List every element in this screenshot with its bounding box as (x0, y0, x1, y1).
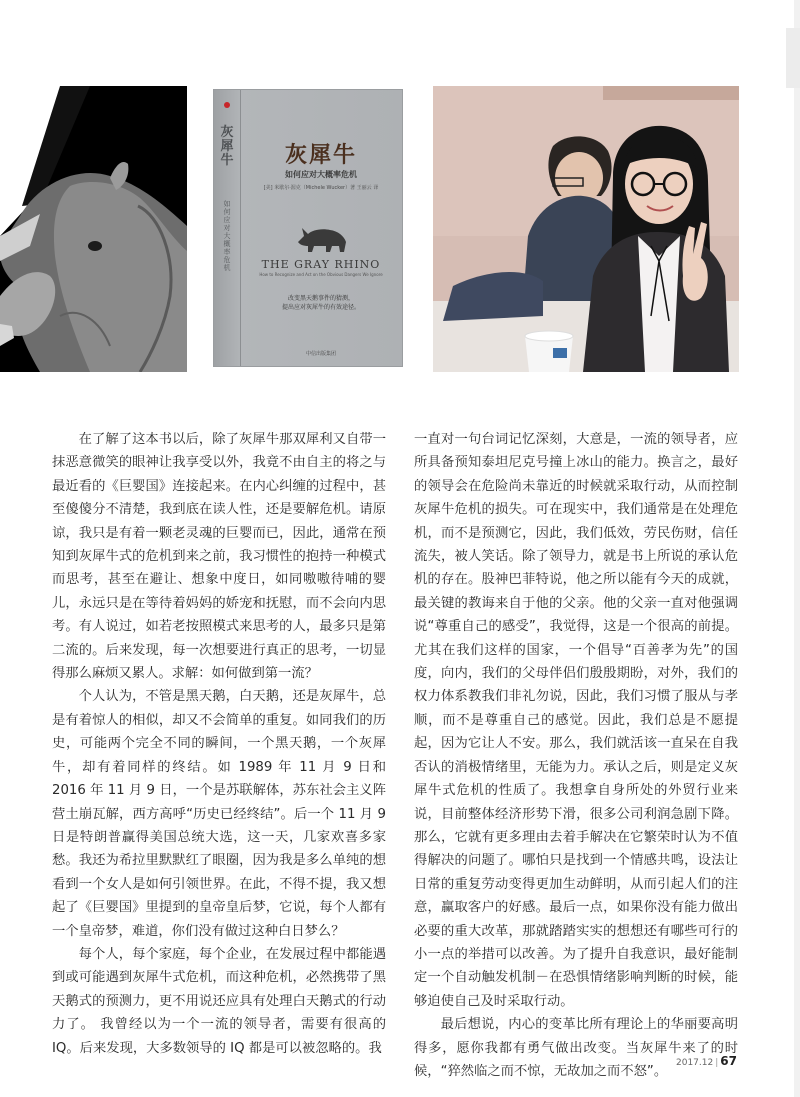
book-blurb-line: 提出应对灰犀牛的有效途径。 (281, 304, 360, 311)
book-cover (214, 90, 402, 366)
footer-separator: | (715, 1058, 719, 1068)
issue-date: 2017.12 (676, 1058, 714, 1068)
article-column-right (414, 428, 738, 1083)
book-spine-subtitle: 如何应对大概率危机 (223, 200, 231, 272)
person-illustration (433, 86, 739, 372)
book-blurb-line: 改变黑天鹅事件的猜测， (287, 295, 354, 302)
book-blurb (240, 294, 402, 312)
page-edge-strip (794, 0, 800, 1097)
article-paragraph: 一直对一句台词记忆深刻，大意是，一流的领导者，应所具备预知泰坦尼克号撞上冰山的能力。换言之，最好的领导会在危险尚未靠近的时候就采取行动，从而控制灰犀牛危机的损失。可在现实中，我们通常是在处理危机，而不是预测它，因此，我们低效，劳民伤财，信任流失，被人笑话。除了领导力，就是书上所说的承认危机的存在。股神巴菲特说，他之所以能有今天的成就，最关键的教诲来自于他的父亲。他的父亲一直对他强调说“尊重自己的感受”，我觉得，这是一个很高的前提。尤其在我们这样的国家，一个倡导“百善孝为先”的国度，向内，我们的父母伴侣们殷殷期盼，对外，我们的权力体系教我们非礼勿说，因此，我们习惯了服从与孝顺，而不是尊重自己的感觉。因此，我们总是不愿提起，因为它让人不安。那么，我们就活该一直呆在自我否认的消极情绪里，无能为力。承认之后，则是定义灰犀牛式危机的性质了。我想拿自身所处的外贸行业来说，目前整体经济形势下滑，很多公司利润急剧下降。那么，它就有更多理由去着手解决在它繁荣时认为不值得解决的问题了。哪怕只是找到一个情感共鸣，设法让日常的重复劳动变得更加生动鲜明，从而引起人们的注意，赢取客户的好感。最后一点，如果你没有能力做出必要的重大改革，那就踏踏实实的想想还有哪些可行的小一点的举措可以改善。为了提升自我意识，最好能制定一个自动触发机制－在恐惧情绪影响判断的时候，能够迫使自己及时采取行动。 (414, 432, 738, 1009)
book-publisher: 中信出版集团 (305, 351, 336, 357)
rhino-illustration (0, 86, 187, 372)
book-subtitle: 如何应对大概率危机 (285, 170, 357, 179)
article-paragraph: 最后想说，内心的变革比所有理论上的华丽要高明得多，愿你我都有勇气做出改变。当灰犀牛来了的时候，“猝然临之而不惊，无故加之而不怒”。 (414, 1017, 738, 1079)
book-english-subtitle: How to Recognize and Act on the Obvious Dangers We Ignore (259, 272, 383, 277)
page-edge-tab (786, 28, 800, 88)
article-paragraph: 每个人，每个家庭，每个企业，在发展过程中都能遇到或可能遇到灰犀牛式危机，而这种危机，必然携带了黑天鹅式的预测力，更不用说还应具有处理白天鹅式的行动力了。 我曾经以为一个一流的领导者，需要有很高的 IQ。后来发现，大多数领导的 IQ 都是可以被忽略的。我 (52, 946, 386, 1056)
book-spine-title: 灰犀牛 (220, 125, 234, 168)
publisher-logo-icon (224, 102, 230, 108)
rhino-photo (0, 86, 187, 372)
page-footer (676, 1054, 737, 1068)
page-number: 67 (720, 1054, 737, 1068)
book-cover-photo (196, 86, 418, 372)
book-title: 灰犀牛 (284, 142, 357, 168)
rhino-silhouette-icon (296, 222, 348, 254)
book-spine (214, 90, 241, 366)
author-photo (433, 86, 739, 372)
book-author: [美] 米歇尔·渥克（Michele Wucker）著 王丽云 译 (263, 185, 379, 191)
article-paragraph: 个人认为，不管是黑天鹅，白天鹅，还是灰犀牛，总是有着惊人的相似，却又不会简单的重复。如同我们的历史，可能两个完全不同的瞬间，一个黑天鹅，一个灰犀牛，却有着同样的终结。如 1989 年 11 月 9 日和 2016 年 11 月 9 日，一个是苏联解体，苏东社会主义阵营土崩瓦解，西方高呼“历史已经终结”。后一个 11 月 9 日是特朗普赢得美国总统大选，这一天，几家欢喜多家愁。我还为希拉里默默红了眼圈，因为我是多么单纯的想看到一个女人是如何引领世界。在此，不得不提，我又想起了《巨婴国》里提到的皇帝皇后梦，它说，每个人都有一个皇帝梦，难道，你们没有做过这种白日梦么？ (52, 689, 386, 939)
article-paragraph: 在了解了这本书以后，除了灰犀牛那双犀利又自带一抹恶意微笑的眼神让我享受以外，我竟不由自主的将之与最近看的《巨婴国》连接起来。在内心纠缠的过程中，甚至傻傻分不清楚，我到底在读人性，还是要解危机。请原谅，我只是有着一颗老灵魂的巨婴而已，因此，通常在预知到灰犀牛式的危机到来之前，我习惯性的抱持一种模式而思考，甚至在避让、想象中度日，如同嗷嗷待哺的婴儿，永远只是在等待着妈妈的娇宠和抚慰，而不会向内思考。有人说过，如若老按照模式来思考的人，最多只是第二流的。后来发现，每一次想要进行真正的思考，一切显得那么麻烦又累人。求解：如何做到第一流？ (52, 432, 386, 682)
article-column-left (52, 428, 386, 1060)
book-english-title: THE GRAY RHINO (261, 258, 381, 271)
